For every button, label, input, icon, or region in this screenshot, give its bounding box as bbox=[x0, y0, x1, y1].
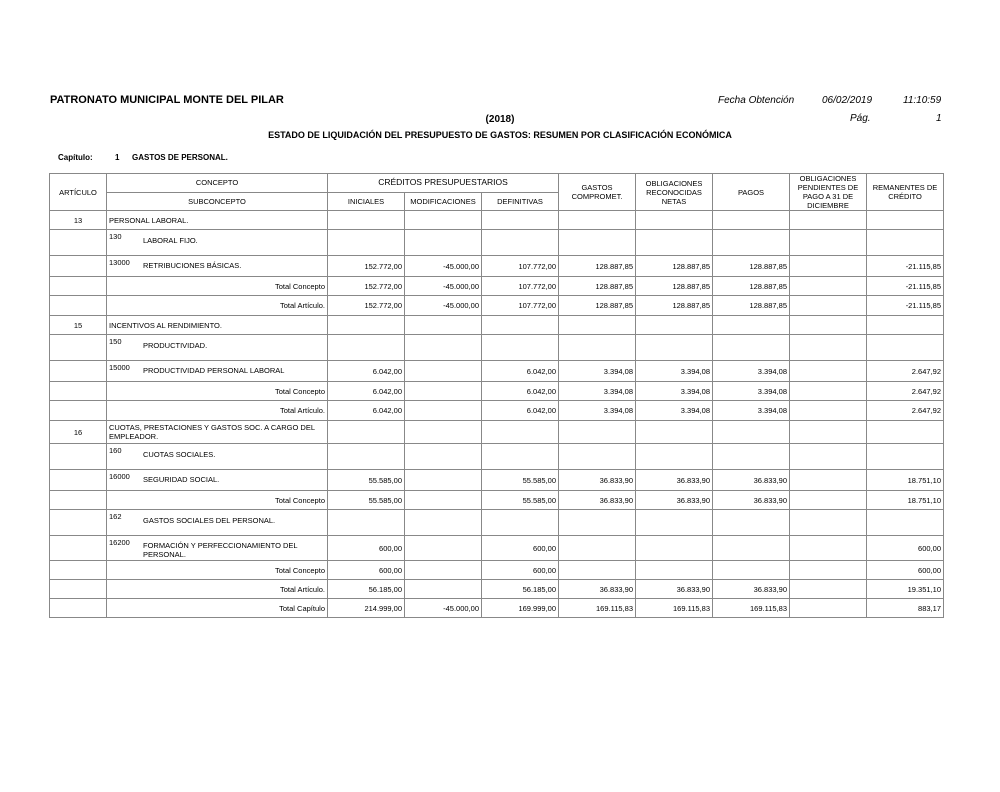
value-cell bbox=[405, 230, 482, 256]
value-cell bbox=[328, 316, 405, 335]
description: FORMACIÓN Y PERFECCIONAMIENTO DEL PERSONAL. bbox=[143, 541, 298, 559]
articulo-cell bbox=[50, 230, 107, 256]
table-row bbox=[50, 382, 944, 401]
code: 15000 bbox=[109, 363, 130, 372]
value-cell bbox=[636, 561, 713, 580]
value-cell bbox=[328, 230, 405, 256]
value-cell: 600,00 bbox=[867, 561, 944, 580]
value-cell: 128.887,85 bbox=[636, 296, 713, 316]
articulo-cell bbox=[50, 580, 107, 599]
value-cell bbox=[636, 421, 713, 444]
value-cell: -21.115,85 bbox=[867, 277, 944, 296]
value-cell: 55.585,00 bbox=[328, 470, 405, 491]
value-cell bbox=[636, 510, 713, 536]
value-cell: 3.394,08 bbox=[636, 361, 713, 382]
value-cell: 169.115,83 bbox=[559, 599, 636, 618]
value-cell bbox=[405, 382, 482, 401]
value-cell bbox=[790, 296, 867, 316]
articulo-cell bbox=[50, 510, 107, 536]
value-cell bbox=[790, 510, 867, 536]
value-cell: -21.115,85 bbox=[867, 296, 944, 316]
value-cell bbox=[713, 316, 790, 335]
value-cell bbox=[713, 211, 790, 230]
code: 13000 bbox=[109, 258, 130, 267]
value-cell bbox=[405, 401, 482, 421]
value-cell bbox=[790, 335, 867, 361]
page-number: 1 bbox=[936, 113, 942, 124]
value-cell bbox=[713, 444, 790, 470]
subconcepto-cell bbox=[107, 536, 328, 561]
articulo-name: CUOTAS, PRESTACIONES Y GASTOS SOC. A CARGO DEL EMPLEADOR. bbox=[107, 421, 328, 444]
value-cell bbox=[405, 361, 482, 382]
articulo-name: INCENTIVOS AL RENDIMIENTO. bbox=[107, 316, 328, 335]
value-cell bbox=[790, 491, 867, 510]
table-row bbox=[50, 536, 944, 561]
budget-table bbox=[49, 173, 944, 618]
articulo-cell bbox=[50, 277, 107, 296]
table-row bbox=[50, 444, 944, 470]
value-cell bbox=[867, 510, 944, 536]
code: 16200 bbox=[109, 538, 130, 547]
table-row bbox=[50, 316, 944, 335]
value-cell: 18.751,10 bbox=[867, 470, 944, 491]
articulo-cell: 15 bbox=[50, 316, 107, 335]
table-row bbox=[50, 361, 944, 382]
value-cell bbox=[482, 421, 559, 444]
value-cell bbox=[790, 256, 867, 277]
total-label: Total Artículo. bbox=[107, 401, 328, 421]
value-cell bbox=[713, 335, 790, 361]
value-cell: 6.042,00 bbox=[482, 401, 559, 421]
value-cell: 128.887,85 bbox=[559, 256, 636, 277]
value-cell: -45.000,00 bbox=[405, 296, 482, 316]
value-cell: 169.115,83 bbox=[713, 599, 790, 618]
value-cell: 6.042,00 bbox=[482, 361, 559, 382]
value-cell: 152.772,00 bbox=[328, 256, 405, 277]
concepto-cell bbox=[107, 335, 328, 361]
value-cell bbox=[559, 335, 636, 361]
value-cell: 36.833,90 bbox=[636, 470, 713, 491]
description: SEGURIDAD SOCIAL. bbox=[143, 475, 220, 484]
value-cell bbox=[790, 470, 867, 491]
value-cell: 6.042,00 bbox=[328, 382, 405, 401]
description: LABORAL FIJO. bbox=[143, 236, 198, 245]
value-cell: 36.833,90 bbox=[559, 491, 636, 510]
hora-value: 11:10:59 bbox=[903, 95, 942, 106]
value-cell: -45.000,00 bbox=[405, 277, 482, 296]
value-cell: 2.647,92 bbox=[867, 361, 944, 382]
value-cell: 3.394,08 bbox=[559, 382, 636, 401]
col-pagos: PAGOS bbox=[713, 174, 790, 211]
value-cell bbox=[790, 561, 867, 580]
code: 150 bbox=[109, 337, 122, 346]
value-cell bbox=[867, 230, 944, 256]
value-cell: 55.585,00 bbox=[482, 491, 559, 510]
articulo-cell bbox=[50, 491, 107, 510]
value-cell: 600,00 bbox=[328, 561, 405, 580]
col-remanentes: REMANENTES DE CRÉDITO bbox=[867, 174, 944, 211]
value-cell bbox=[636, 230, 713, 256]
value-cell bbox=[867, 211, 944, 230]
table-row bbox=[50, 401, 944, 421]
value-cell bbox=[636, 211, 713, 230]
value-cell bbox=[328, 211, 405, 230]
value-cell: 36.833,90 bbox=[713, 491, 790, 510]
value-cell bbox=[405, 335, 482, 361]
col-articulo: ARTÍCULO bbox=[50, 174, 107, 211]
col-gastos: GASTOS COMPROMET. bbox=[559, 174, 636, 211]
report-year: (2018) bbox=[485, 114, 515, 125]
value-cell bbox=[636, 335, 713, 361]
fecha-label: Fecha Obtención bbox=[718, 95, 795, 106]
table-row bbox=[50, 296, 944, 316]
value-cell: 128.887,85 bbox=[713, 296, 790, 316]
total-label: Total Artículo. bbox=[107, 296, 328, 316]
total-label: Total Concepto bbox=[107, 277, 328, 296]
value-cell: 152.772,00 bbox=[328, 277, 405, 296]
value-cell bbox=[867, 335, 944, 361]
value-cell: 600,00 bbox=[482, 561, 559, 580]
value-cell bbox=[405, 470, 482, 491]
concepto-cell bbox=[107, 510, 328, 536]
value-cell bbox=[405, 510, 482, 536]
value-cell: 3.394,08 bbox=[713, 361, 790, 382]
concepto-cell bbox=[107, 444, 328, 470]
articulo-cell bbox=[50, 444, 107, 470]
value-cell: 3.394,08 bbox=[713, 401, 790, 421]
subconcepto-cell bbox=[107, 256, 328, 277]
articulo-cell bbox=[50, 561, 107, 580]
value-cell bbox=[482, 510, 559, 536]
table-row bbox=[50, 230, 944, 256]
capitulo-label: Capítulo: bbox=[58, 153, 93, 162]
fecha-value: 06/02/2019 bbox=[822, 95, 873, 106]
value-cell bbox=[405, 421, 482, 444]
description: PRODUCTIVIDAD. bbox=[143, 341, 208, 350]
value-cell bbox=[559, 316, 636, 335]
value-cell: 36.833,90 bbox=[713, 580, 790, 599]
value-cell: 128.887,85 bbox=[713, 277, 790, 296]
value-cell: 107.772,00 bbox=[482, 256, 559, 277]
value-cell: 3.394,08 bbox=[713, 382, 790, 401]
code: 162 bbox=[109, 512, 122, 521]
col-subconcepto: SUBCONCEPTO bbox=[107, 192, 328, 211]
value-cell bbox=[405, 211, 482, 230]
value-cell: 56.185,00 bbox=[482, 580, 559, 599]
articulo-cell bbox=[50, 382, 107, 401]
total-label: Total Artículo. bbox=[107, 580, 328, 599]
value-cell: 6.042,00 bbox=[482, 382, 559, 401]
value-cell: 600,00 bbox=[482, 536, 559, 561]
table-row bbox=[50, 580, 944, 599]
articulo-cell: 16 bbox=[50, 421, 107, 444]
description: RETRIBUCIONES BÁSICAS. bbox=[143, 261, 242, 270]
value-cell bbox=[405, 536, 482, 561]
value-cell: -21.115,85 bbox=[867, 256, 944, 277]
description: CUOTAS SOCIALES. bbox=[143, 450, 216, 459]
value-cell: 3.394,08 bbox=[636, 401, 713, 421]
value-cell bbox=[790, 580, 867, 599]
value-cell bbox=[713, 561, 790, 580]
articulo-cell: 13 bbox=[50, 211, 107, 230]
value-cell bbox=[790, 599, 867, 618]
value-cell: 128.887,85 bbox=[636, 277, 713, 296]
value-cell bbox=[790, 444, 867, 470]
articulo-cell bbox=[50, 296, 107, 316]
value-cell: 3.394,08 bbox=[559, 361, 636, 382]
value-cell bbox=[636, 536, 713, 561]
code: 16000 bbox=[109, 472, 130, 481]
value-cell bbox=[482, 211, 559, 230]
organization-name: PATRONATO MUNICIPAL MONTE DEL PILAR bbox=[50, 94, 284, 106]
value-cell bbox=[405, 316, 482, 335]
code: 130 bbox=[109, 232, 122, 241]
value-cell: 3.394,08 bbox=[559, 401, 636, 421]
value-cell bbox=[328, 421, 405, 444]
capitulo-number: 1 bbox=[115, 153, 120, 162]
code: 160 bbox=[109, 446, 122, 455]
value-cell bbox=[790, 382, 867, 401]
value-cell bbox=[790, 421, 867, 444]
value-cell: 107.772,00 bbox=[482, 296, 559, 316]
total-label: Total Capítulo bbox=[107, 599, 328, 618]
value-cell: 19.351,10 bbox=[867, 580, 944, 599]
value-cell bbox=[790, 536, 867, 561]
value-cell bbox=[559, 421, 636, 444]
col-definitivas: DEFINITIVAS bbox=[482, 192, 559, 211]
value-cell bbox=[405, 491, 482, 510]
articulo-cell bbox=[50, 361, 107, 382]
value-cell bbox=[790, 230, 867, 256]
value-cell: 3.394,08 bbox=[636, 382, 713, 401]
value-cell bbox=[328, 444, 405, 470]
total-label: Total Concepto bbox=[107, 491, 328, 510]
value-cell bbox=[867, 421, 944, 444]
col-modificaciones: MODIFICACIONES bbox=[405, 192, 482, 211]
value-cell: 56.185,00 bbox=[328, 580, 405, 599]
page-label: Pág. bbox=[850, 113, 871, 124]
value-cell bbox=[405, 580, 482, 599]
table-row bbox=[50, 599, 944, 618]
col-pendientes: OBLIGACIONES PENDIENTES DE PAGO A 31 DE DICIEMBRE bbox=[790, 174, 867, 211]
articulo-name: PERSONAL LABORAL. bbox=[107, 211, 328, 230]
value-cell bbox=[482, 444, 559, 470]
value-cell bbox=[482, 316, 559, 335]
value-cell: 107.772,00 bbox=[482, 277, 559, 296]
value-cell bbox=[405, 561, 482, 580]
concepto-cell bbox=[107, 230, 328, 256]
table-row bbox=[50, 277, 944, 296]
articulo-cell bbox=[50, 256, 107, 277]
articulo-cell bbox=[50, 536, 107, 561]
value-cell: 36.833,90 bbox=[636, 580, 713, 599]
value-cell bbox=[328, 510, 405, 536]
value-cell bbox=[482, 230, 559, 256]
value-cell: -45.000,00 bbox=[405, 599, 482, 618]
value-cell bbox=[482, 335, 559, 361]
value-cell bbox=[328, 335, 405, 361]
total-label: Total Concepto bbox=[107, 561, 328, 580]
articulo-cell bbox=[50, 335, 107, 361]
value-cell: 128.887,85 bbox=[636, 256, 713, 277]
value-cell bbox=[790, 316, 867, 335]
value-cell bbox=[713, 536, 790, 561]
value-cell: 6.042,00 bbox=[328, 401, 405, 421]
value-cell: 128.887,85 bbox=[559, 277, 636, 296]
value-cell: 883,17 bbox=[867, 599, 944, 618]
value-cell: 2.647,92 bbox=[867, 401, 944, 421]
capitulo-name: GASTOS DE PERSONAL. bbox=[132, 153, 228, 162]
description: GASTOS SOCIALES DEL PERSONAL. bbox=[143, 516, 276, 525]
value-cell bbox=[867, 316, 944, 335]
value-cell bbox=[636, 444, 713, 470]
value-cell: 36.833,90 bbox=[559, 470, 636, 491]
table-row bbox=[50, 510, 944, 536]
value-cell: 600,00 bbox=[328, 536, 405, 561]
articulo-cell bbox=[50, 599, 107, 618]
value-cell bbox=[636, 316, 713, 335]
value-cell bbox=[559, 211, 636, 230]
value-cell bbox=[559, 444, 636, 470]
value-cell bbox=[559, 561, 636, 580]
value-cell bbox=[867, 444, 944, 470]
value-cell bbox=[559, 510, 636, 536]
table-row bbox=[50, 256, 944, 277]
table-row bbox=[50, 561, 944, 580]
table-row bbox=[50, 335, 944, 361]
subconcepto-cell bbox=[107, 470, 328, 491]
value-cell: 36.833,90 bbox=[713, 470, 790, 491]
value-cell: 36.833,90 bbox=[636, 491, 713, 510]
value-cell: 55.585,00 bbox=[328, 491, 405, 510]
value-cell bbox=[559, 230, 636, 256]
value-cell bbox=[790, 361, 867, 382]
col-creditos: CRÉDITOS PRESUPUESTARIOS bbox=[328, 174, 559, 193]
table-row bbox=[50, 491, 944, 510]
value-cell: 2.647,92 bbox=[867, 382, 944, 401]
value-cell: 214.999,00 bbox=[328, 599, 405, 618]
value-cell: 6.042,00 bbox=[328, 361, 405, 382]
description: PRODUCTIVIDAD PERSONAL LABORAL bbox=[143, 366, 285, 375]
value-cell bbox=[713, 510, 790, 536]
value-cell bbox=[790, 211, 867, 230]
value-cell: 36.833,90 bbox=[559, 580, 636, 599]
value-cell bbox=[790, 401, 867, 421]
articulo-cell bbox=[50, 401, 107, 421]
report-title: ESTADO DE LIQUIDACIÓN DEL PRESUPUESTO DE GASTOS: RESUMEN POR CLASIFICACIÓN ECONÓMICA bbox=[268, 130, 732, 140]
value-cell: 55.585,00 bbox=[482, 470, 559, 491]
value-cell: 169.999,00 bbox=[482, 599, 559, 618]
value-cell bbox=[559, 536, 636, 561]
col-obligaciones: OBLIGACIONES RECONOCIDAS NETAS bbox=[636, 174, 713, 211]
value-cell: 152.772,00 bbox=[328, 296, 405, 316]
value-cell: 128.887,85 bbox=[559, 296, 636, 316]
value-cell bbox=[713, 421, 790, 444]
table-row bbox=[50, 211, 944, 230]
articulo-cell bbox=[50, 470, 107, 491]
value-cell: -45.000,00 bbox=[405, 256, 482, 277]
col-concepto: CONCEPTO bbox=[107, 174, 328, 193]
value-cell bbox=[790, 277, 867, 296]
subconcepto-cell bbox=[107, 361, 328, 382]
col-iniciales: INICIALES bbox=[328, 192, 405, 211]
value-cell bbox=[405, 444, 482, 470]
value-cell: 128.887,85 bbox=[713, 256, 790, 277]
value-cell bbox=[713, 230, 790, 256]
total-label: Total Concepto bbox=[107, 382, 328, 401]
table-row bbox=[50, 421, 944, 444]
value-cell: 18.751,10 bbox=[867, 491, 944, 510]
value-cell: 600,00 bbox=[867, 536, 944, 561]
value-cell: 169.115,83 bbox=[636, 599, 713, 618]
table-row bbox=[50, 470, 944, 491]
